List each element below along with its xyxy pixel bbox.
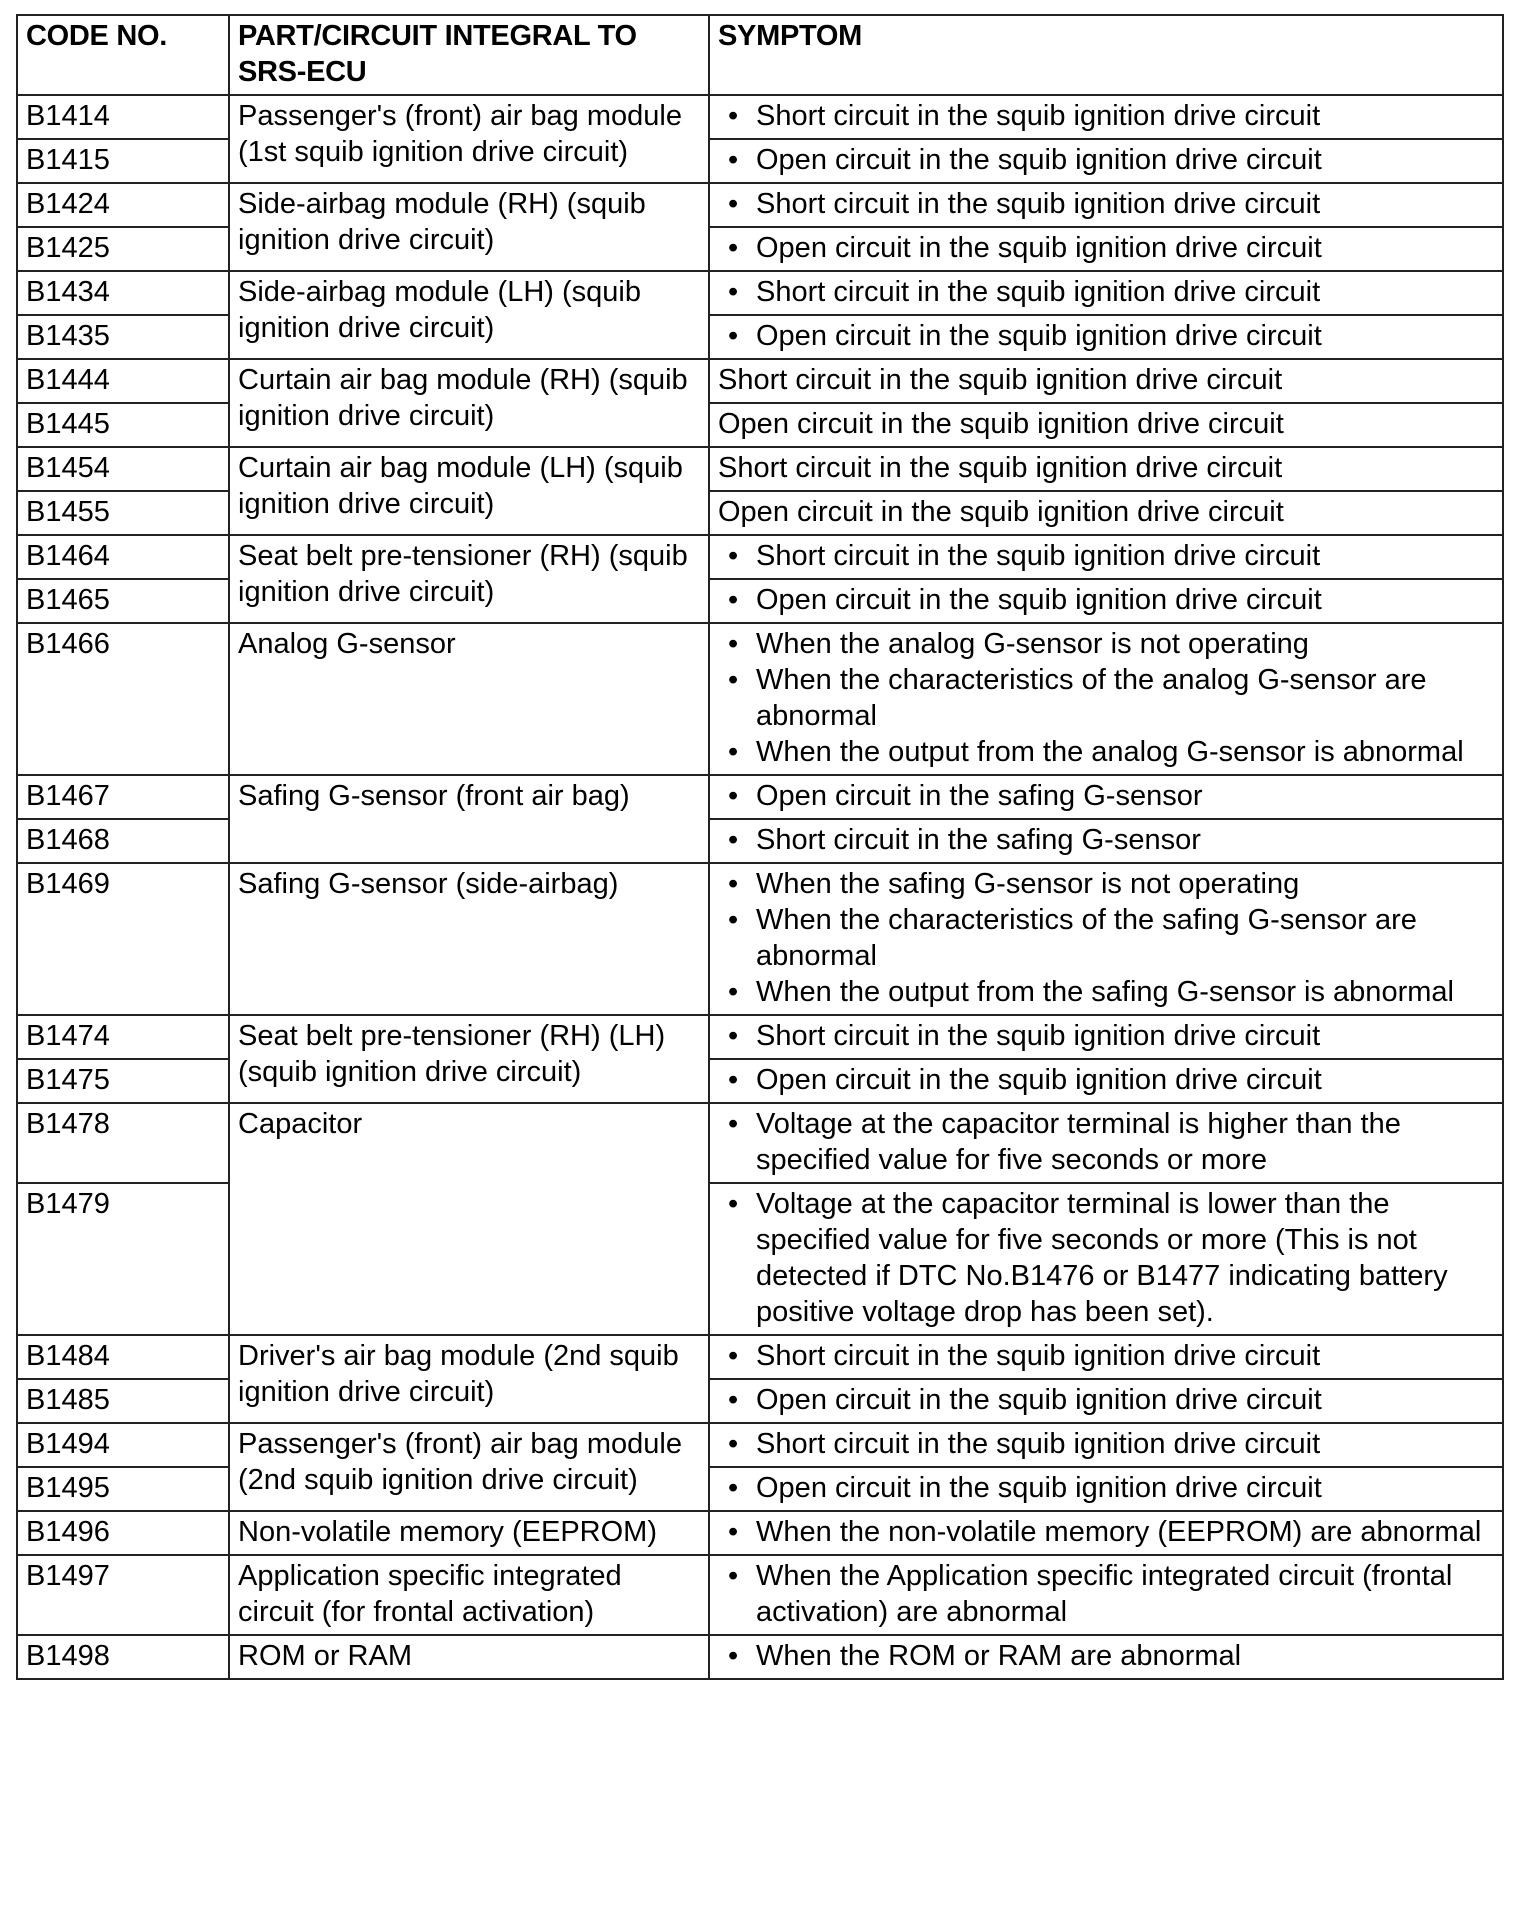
symptom-cell [709,315,1503,359]
table-row [17,535,1503,579]
symptom-item: • Short circuit in the squib ignition drive circuit [756,538,1494,574]
code-cell: B1478 [17,1103,229,1183]
symptom-item: • When the ROM or RAM are abnormal [756,1638,1494,1674]
symptom-item: • When the output from the analog G-sensor is abnormal [756,734,1494,770]
code-cell: B1464 [17,535,229,579]
symptom-list [718,98,1494,134]
table-row [17,1511,1503,1555]
code-cell: B1498 [17,1635,229,1679]
dtc-table [16,14,1504,1680]
symptom-item: • When the Application specific integrated circuit (frontal activation) are abnormal [756,1558,1494,1630]
symptom-cell [709,359,1503,403]
symptom-cell [709,403,1503,447]
symptom-item: • Open circuit in the squib ignition drive circuit [756,142,1494,178]
part-cell: Passenger's (front) air bag module (2nd squib ignition drive circuit) [229,1423,709,1511]
symptom-item: • Short circuit in the squib ignition drive circuit [756,274,1494,310]
code-cell: B1479 [17,1183,229,1335]
symptom-list [718,1558,1494,1630]
dtc-table-body [17,95,1503,1679]
symptom-text: Short circuit in the squib ignition drive circuit [718,364,1283,396]
table-row [17,183,1503,227]
symptom-cell [709,1059,1503,1103]
symptom-cell [709,271,1503,315]
table-row [17,95,1503,139]
part-cell: Driver's air bag module (2nd squib ignition drive circuit) [229,1335,709,1423]
header-row [17,15,1503,95]
symptom-item: • When the output from the safing G-sensor is abnormal [756,974,1494,1010]
part-cell: Curtain air bag module (RH) (squib ignition drive circuit) [229,359,709,447]
code-cell: B1485 [17,1379,229,1423]
code-cell: B1497 [17,1555,229,1635]
code-cell: B1455 [17,491,229,535]
table-row [17,1103,1503,1183]
symptom-list [718,318,1494,354]
code-cell: B1475 [17,1059,229,1103]
symptom-list [718,1106,1494,1178]
symptom-list [718,778,1494,814]
code-cell: B1445 [17,403,229,447]
table-row [17,1423,1503,1467]
symptom-item: • Open circuit in the safing G-sensor [756,778,1494,814]
symptom-cell [709,1423,1503,1467]
symptom-list [718,1470,1494,1506]
part-cell: Passenger's (front) air bag module (1st squib ignition drive circuit) [229,95,709,183]
symptom-cell [709,863,1503,1015]
code-cell: B1425 [17,227,229,271]
code-cell: B1415 [17,139,229,183]
symptom-item: • When the characteristics of the analog G-sensor are abnormal [756,662,1494,734]
part-cell: Analog G-sensor [229,623,709,775]
symptom-cell [709,1555,1503,1635]
table-row [17,1555,1503,1635]
symptom-cell [709,491,1503,535]
symptom-cell [709,1635,1503,1679]
code-cell: B1414 [17,95,229,139]
symptom-item: • Short circuit in the squib ignition drive circuit [756,186,1494,222]
code-cell: B1435 [17,315,229,359]
symptom-list [718,1514,1494,1550]
symptom-list [718,822,1494,858]
symptom-list [718,1186,1494,1330]
symptom-item: • Open circuit in the squib ignition drive circuit [756,1470,1494,1506]
symptom-cell [709,579,1503,623]
part-cell: Seat belt pre-tensioner (RH) (LH) (squib ignition drive circuit) [229,1015,709,1103]
symptom-cell [709,227,1503,271]
table-row [17,623,1503,775]
part-cell: Side-airbag module (LH) (squib ignition drive circuit) [229,271,709,359]
symptom-item: • When the analog G-sensor is not operating [756,626,1494,662]
part-cell: Curtain air bag module (LH) (squib ignition drive circuit) [229,447,709,535]
symptom-list [718,582,1494,618]
symptom-item: • Short circuit in the squib ignition drive circuit [756,1338,1494,1374]
code-cell: B1454 [17,447,229,491]
table-row [17,1635,1503,1679]
table-row [17,863,1503,1015]
symptom-list [718,230,1494,266]
part-cell: Side-airbag module (RH) (squib ignition drive circuit) [229,183,709,271]
part-cell: Non-volatile memory (EEPROM) [229,1511,709,1555]
part-cell: ROM or RAM [229,1635,709,1679]
symptom-cell [709,535,1503,579]
symptom-list [718,1426,1494,1462]
symptom-list [718,142,1494,178]
symptom-text: Open circuit in the squib ignition drive circuit [718,408,1284,440]
symptom-cell [709,95,1503,139]
symptom-item: • Open circuit in the squib ignition drive circuit [756,1382,1494,1418]
symptom-cell [709,183,1503,227]
table-row [17,271,1503,315]
part-cell: Safing G-sensor (front air bag) [229,775,709,863]
table-row [17,1335,1503,1379]
symptom-cell [709,819,1503,863]
symptom-cell [709,1511,1503,1555]
part-cell: Seat belt pre-tensioner (RH) (squib ignition drive circuit) [229,535,709,623]
symptom-cell [709,1379,1503,1423]
code-cell: B1495 [17,1467,229,1511]
symptom-list [718,1638,1494,1674]
symptom-item: • Voltage at the capacitor terminal is lower than the specified value for five seconds or more (This is not detected if DTC No.B1476 or B1477 indicating battery positive voltage drop has been set). [756,1186,1494,1330]
header-part: PART/CIRCUIT INTEGRAL TO SRS-ECU [229,15,709,95]
code-cell: B1494 [17,1423,229,1467]
symptom-cell [709,1015,1503,1059]
symptom-item: • Open circuit in the squib ignition drive circuit [756,318,1494,354]
code-cell: B1424 [17,183,229,227]
symptom-item: • Short circuit in the squib ignition drive circuit [756,98,1494,134]
symptom-item: • When the characteristics of the safing G-sensor are abnormal [756,902,1494,974]
symptom-list [718,1018,1494,1054]
symptom-list [718,1382,1494,1418]
symptom-cell [709,1467,1503,1511]
symptom-item: • Short circuit in the squib ignition drive circuit [756,1018,1494,1054]
symptom-list [718,274,1494,310]
table-row [17,775,1503,819]
symptom-list [718,1338,1494,1374]
symptom-cell [709,447,1503,491]
symptom-item: • Open circuit in the squib ignition drive circuit [756,230,1494,266]
symptom-cell [709,1183,1503,1335]
code-cell: B1434 [17,271,229,315]
symptom-text: Open circuit in the squib ignition drive circuit [718,496,1284,528]
symptom-item: • Voltage at the capacitor terminal is higher than the specified value for five seconds or more [756,1106,1494,1178]
header-code: CODE NO. [17,15,229,95]
code-cell: B1474 [17,1015,229,1059]
table-row [17,1015,1503,1059]
symptom-cell [709,1103,1503,1183]
part-cell: Capacitor [229,1103,709,1335]
part-cell: Safing G-sensor (side-airbag) [229,863,709,1015]
symptom-item: • Open circuit in the squib ignition drive circuit [756,582,1494,618]
symptom-item: • Short circuit in the squib ignition drive circuit [756,1426,1494,1462]
code-cell: B1465 [17,579,229,623]
symptom-cell [709,775,1503,819]
symptom-list [718,186,1494,222]
symptom-list [718,538,1494,574]
header-symptom: SYMPTOM [709,15,1503,95]
code-cell: B1466 [17,623,229,775]
symptom-cell [709,623,1503,775]
code-cell: B1467 [17,775,229,819]
code-cell: B1469 [17,863,229,1015]
symptom-cell [709,1335,1503,1379]
code-cell: B1444 [17,359,229,403]
symptom-list [718,866,1494,1010]
part-cell: Application specific integrated circuit (for frontal activation) [229,1555,709,1635]
code-cell: B1468 [17,819,229,863]
symptom-list [718,1062,1494,1098]
symptom-text: Short circuit in the squib ignition drive circuit [718,452,1283,484]
table-row [17,447,1503,491]
symptom-list [718,626,1494,770]
table-row [17,359,1503,403]
symptom-cell [709,139,1503,183]
symptom-item: • Short circuit in the safing G-sensor [756,822,1494,858]
symptom-item: • When the safing G-sensor is not operating [756,866,1494,902]
code-cell: B1484 [17,1335,229,1379]
code-cell: B1496 [17,1511,229,1555]
symptom-item: • Open circuit in the squib ignition drive circuit [756,1062,1494,1098]
symptom-item: • When the non-volatile memory (EEPROM) are abnormal [756,1514,1494,1550]
